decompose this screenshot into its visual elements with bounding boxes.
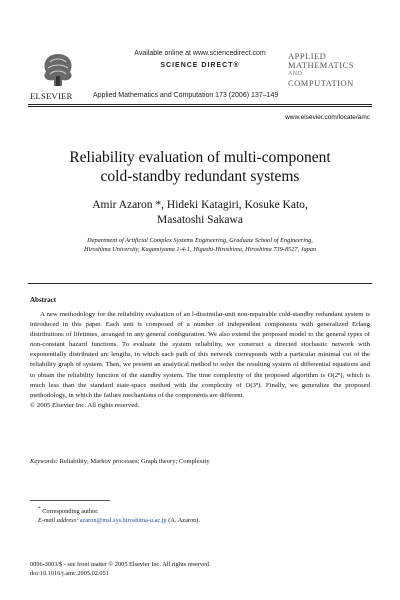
journal-url[interactable]: www.elsevier.com/locate/amc bbox=[285, 114, 370, 121]
abstract-text: A new methodology for the reliability evaluation of an l-dissimilar-unit non-repairable cold-standby redundant system is introduced in this paper. Each unit is composed of a number of independent components with generalized Erlang distributions of lifetimes, arranged in any general configuration. We also extend the proposed model to the general types of non-constant hazard functions. To evaluate the system reliability, we construct a directed stochastic network with exponentially distributed arc lengths, in which each path of this network corresponds with a particular minimal cut of the reliability graph of system. Then, we present an analytical method to solve the resulting system of differential equations and to obtain the reliability function of the standby system. The time complexity of the proposed algorithm is O(2ⁿ), which is much less than the standard state-space method with the complexity of O(3ⁿ). Finally, we generalize the proposed methodology, in which the failure mechanisms of the components are different. bbox=[30, 311, 370, 399]
abstract-heading: Abstract bbox=[30, 296, 57, 304]
footnote-corresponding bbox=[30, 505, 200, 517]
authors-line: Amir Azaron *, Hideki Katagiri, Kosuke Kato, bbox=[92, 199, 308, 211]
journal-logo-line: APPLIED bbox=[288, 51, 327, 61]
abstract-top-rule bbox=[28, 283, 372, 284]
journal-citation: Applied Mathematics and Computation 173 (2006) 137–149 bbox=[93, 92, 279, 99]
journal-logo-line: AND bbox=[288, 71, 303, 77]
affiliation-line: Department of Artificial Complex Systems Engineering, Graduate School of Engineering, bbox=[87, 237, 313, 244]
journal-logo bbox=[288, 52, 354, 88]
footnote-label: Corresponding author. bbox=[42, 508, 99, 516]
footnote-email bbox=[30, 517, 200, 526]
title-line: cold-standby redundant systems bbox=[100, 168, 300, 185]
doi-line: doi:10.1016/j.amc.2005.02.051 bbox=[30, 569, 109, 577]
title-line: Reliability evaluation of multi-component bbox=[69, 149, 331, 166]
email-label: E-mail address: bbox=[38, 516, 79, 524]
sciencedirect-logo-text: SCIENCE DIRECT® bbox=[160, 62, 240, 69]
footnote bbox=[30, 505, 200, 525]
elsevier-tree-logo bbox=[36, 48, 80, 88]
abstract-body bbox=[30, 310, 370, 411]
affiliation bbox=[0, 236, 400, 254]
email-link[interactable]: azaron@msl.sys.hiroshima-u.ac.jp bbox=[79, 516, 167, 524]
authors bbox=[0, 198, 400, 228]
keywords bbox=[30, 458, 210, 465]
journal-logo-line: MATHEMATICS bbox=[288, 60, 354, 70]
keywords-label: Keywords: bbox=[30, 458, 58, 465]
keywords-list: Reliability; Markov processes; Graph theory; Complexity bbox=[59, 458, 210, 465]
abstract-copyright: © 2005 Elsevier Inc. All rights reserved. bbox=[30, 401, 140, 409]
email-suffix: (A. Azaron). bbox=[168, 516, 200, 524]
footnote-marker: * bbox=[38, 506, 41, 512]
publisher-name: ELSEVIER bbox=[30, 91, 73, 101]
article-title bbox=[0, 148, 400, 186]
footnote-rule bbox=[30, 500, 110, 501]
front-matter bbox=[30, 561, 211, 578]
journal-logo-line: COMPUTATION bbox=[288, 78, 354, 88]
available-online-text: Available online at www.sciencedirect.com bbox=[134, 50, 266, 57]
issn-line: 0096-3003/$ - see front matter © 2005 Elsevier Inc. All rights reserved. bbox=[30, 561, 211, 568]
header-rule-secondary bbox=[28, 106, 372, 107]
header-rule bbox=[28, 104, 372, 105]
affiliation-line: Hiroshima University, Kagamiyama 1-4-1, Higashi-Hiroshima, Hiroshima 739-8527, Japan bbox=[83, 246, 317, 253]
authors-line: Masatoshi Sakawa bbox=[157, 214, 243, 226]
